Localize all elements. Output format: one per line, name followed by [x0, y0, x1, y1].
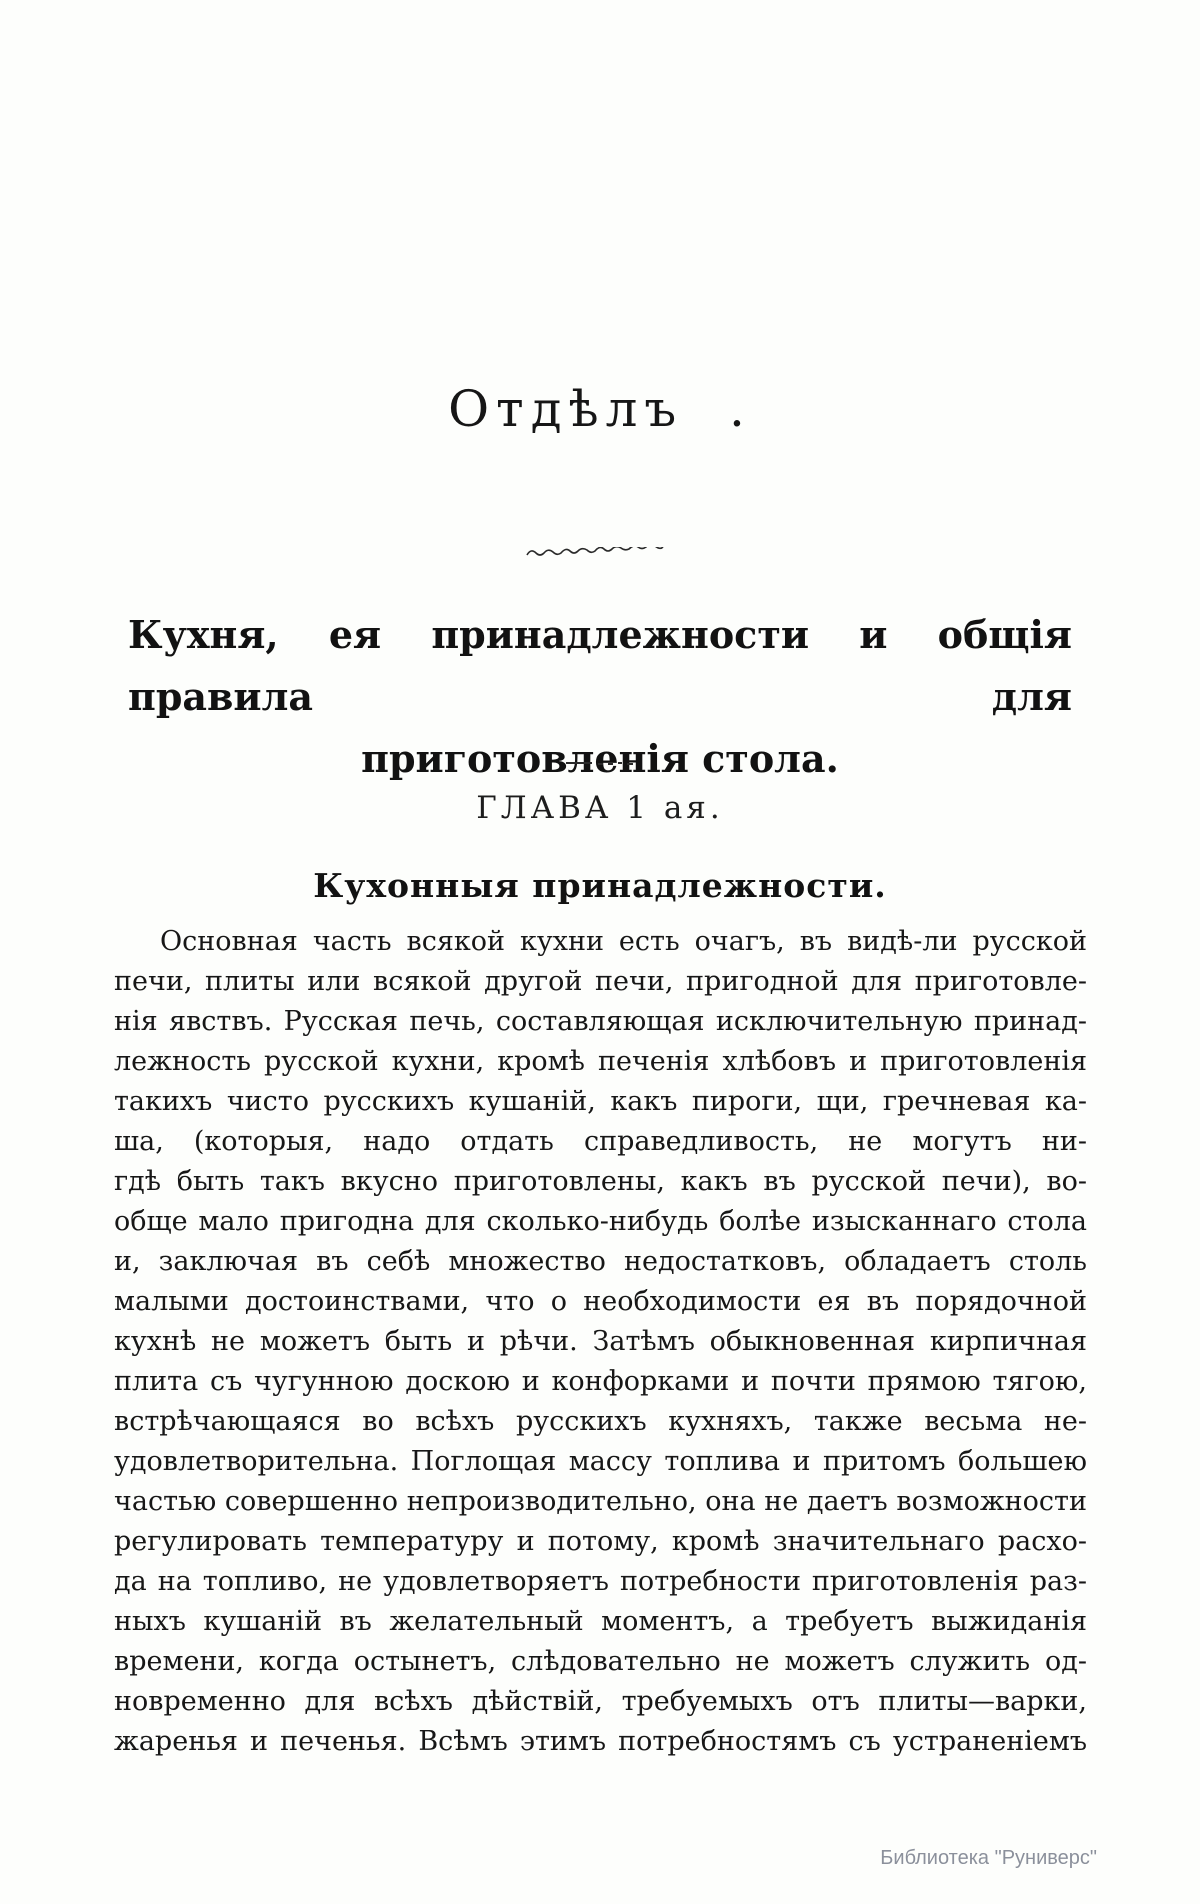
section-title: Отдѣлъ . — [448, 380, 752, 438]
body-text-line: новременно для всѣхъ дѣйствій, требуемыхъ отъ плиты—варки, — [114, 1686, 1087, 1717]
body-text-line: малыми достоинствами, что о необходимости ея въ порядочной — [114, 1286, 1087, 1317]
body-text-line: обще мало пригодна для сколько-нибудь болѣе изысканнаго стола — [114, 1206, 1087, 1237]
body-text-line: частью совершенно непроизводительно, она не даетъ возможности — [114, 1486, 1087, 1517]
library-watermark: Библиотека "Руниверс" — [880, 1847, 1097, 1869]
body-text-line: встрѣчающаяся во всѣхъ русскихъ кухняхъ, также весьма не- — [114, 1406, 1087, 1437]
body-text-line: ша, (которыя, надо отдать справедливость, не могутъ ни- — [114, 1126, 1087, 1157]
body-text-line: нія явствъ. Русская печь, составляющая исключительную принад- — [114, 1006, 1087, 1037]
dash-divider-icon — [0, 752, 1200, 771]
body-text-line: кухнѣ не можетъ быть и рѣчи. Затѣмъ обыкновенная кирпичная — [114, 1326, 1087, 1357]
body-text-line: гдѣ быть такъ вкусно приготовлены, какъ въ русской печи), во- — [114, 1166, 1087, 1197]
body-paragraph — [114, 922, 1087, 1762]
body-text-line: лежность русской кухни, кромѣ печенія хлѣбовъ и приготовленія — [114, 1046, 1087, 1077]
body-text-line: да на топливо, не удовлетворяетъ потребности приготовленія раз- — [114, 1566, 1087, 1597]
body-text-line: регулировать температуру и потому, кромѣ значительнаго расхо- — [114, 1526, 1087, 1557]
section-heading-line1: Кухня, ея принадлежности и общія правила для — [128, 612, 1072, 719]
chapter-heading: ГЛАВА 1 ая. — [476, 790, 724, 826]
body-text-line: плита съ чугунною доскою и конфорками и почти прямою тягою, — [114, 1366, 1087, 1397]
body-text-line: времени, когда остынетъ, слѣдовательно не можетъ служить од- — [114, 1646, 1087, 1677]
body-text-line: такихъ чисто русскихъ кушаній, какъ пироги, щи, гречневая ка- — [114, 1086, 1087, 1117]
body-text-line: ныхъ кушаній въ желательный моментъ, а требуетъ выжиданія — [114, 1606, 1087, 1637]
body-text-line: и, заключая въ себѣ множество недостатковъ, обладаетъ столь — [114, 1246, 1087, 1277]
squiggle-ornament-icon — [0, 546, 1200, 565]
body-text-line: печи, плиты или всякой другой печи, пригодной для приготовле- — [114, 966, 1087, 997]
body-text-line: Основная часть всякой кухни есть очагъ, въ видѣ-ли русской — [160, 926, 1087, 957]
body-text-line: удовлетворительна. Поглощая массу топлива и притомъ большею — [114, 1446, 1087, 1477]
section-heading-line2: приготовленія стола. — [361, 736, 839, 781]
subsection-heading: Кухонныя принадлежности. — [313, 866, 887, 905]
body-text-line: жаренья и печенья. Всѣмъ этимъ потребностямъ съ устраненіемъ — [114, 1726, 1087, 1757]
